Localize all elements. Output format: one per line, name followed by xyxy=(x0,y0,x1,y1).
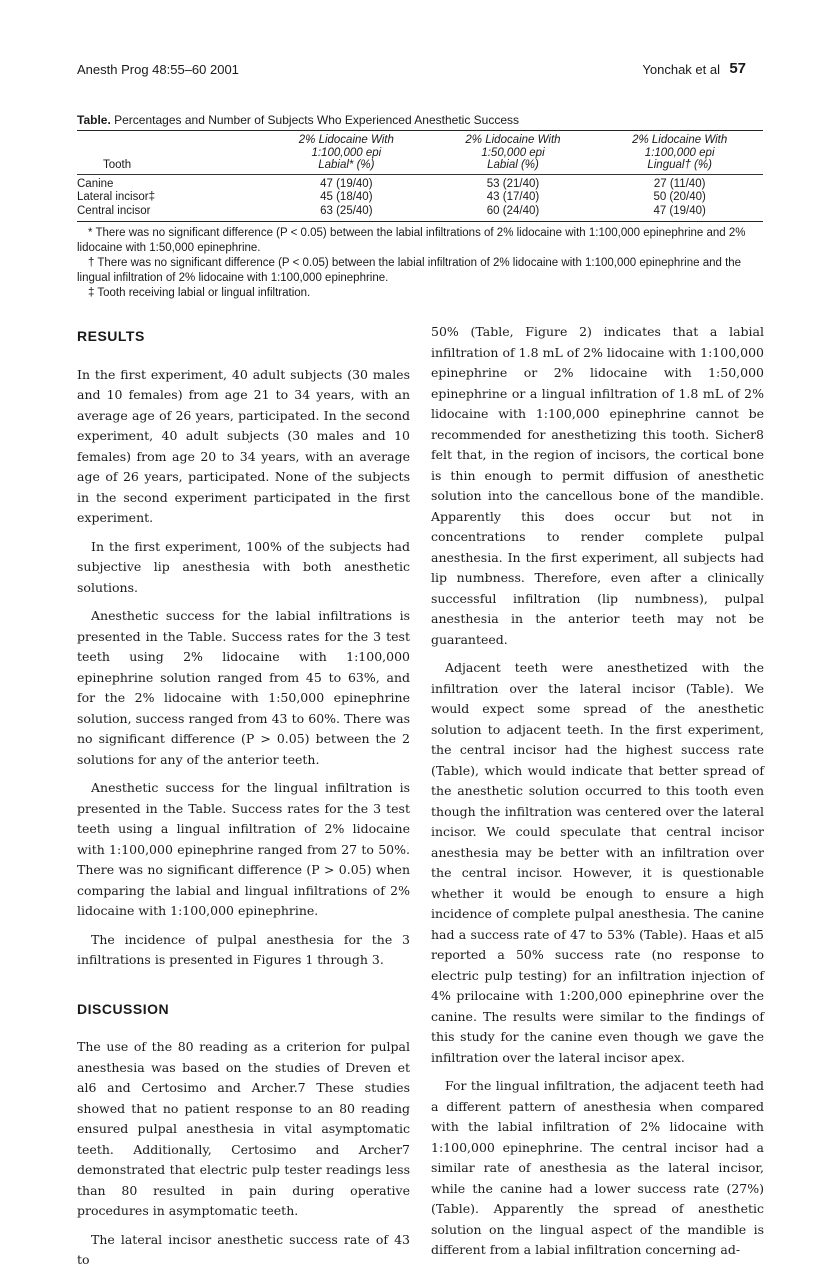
table-footnotes xyxy=(77,226,763,301)
col-header-line: 2% Lidocaine With xyxy=(632,134,728,146)
col-header-labial-100k xyxy=(263,131,430,174)
page-number: 57 xyxy=(729,60,746,77)
cell-value: 43 (17/40) xyxy=(486,191,540,203)
table-caption xyxy=(77,113,763,131)
col-header-line: 1:50,000 epi xyxy=(481,146,545,159)
right-column xyxy=(431,322,764,1261)
running-head: Yonchak et al xyxy=(642,62,720,77)
cell-tooth: Central incisor xyxy=(77,205,263,222)
col-header-line: 1:100,000 epi xyxy=(644,146,715,159)
col-header-line: Labial (%) xyxy=(487,159,539,171)
cell-tooth: Lateral incisor‡ xyxy=(77,191,155,203)
cell-value: 47 (19/40) xyxy=(320,177,373,190)
col-header-line: 1:100,000 epi xyxy=(311,146,382,159)
col-header-line: 2% Lidocaine With xyxy=(298,134,394,146)
results-paragraph: In the first experiment, 100% of the subjects had subjective lip anesthesia with both anesthetic solutions. xyxy=(77,538,410,595)
results-paragraph: Anesthetic success for the labial infiltrations is presented in the Table. Success rates for the 3 test teeth using 2% lidocaine with 1:100,000 epinephrine solution ranged from 45 to 63%, and for the 2% lidocaine with 1:50,000 epinephrine solution, success ranged from 43 to 60%. There was no significant difference (P > 0.05) between the 2 solutions for any of the anterior teeth. xyxy=(77,608,410,767)
cell-value: 45 (18/40) xyxy=(320,191,373,203)
journal-citation: Anesth Prog 48:55–60 2001 xyxy=(77,62,239,77)
table-row xyxy=(77,174,763,191)
results-paragraph: The incidence of pulpal anesthesia for the 3 infiltrations is presented in Figures 1 through 3. xyxy=(77,931,410,967)
success-table xyxy=(77,131,763,222)
discussion-paragraph: For the lingual infiltration, the adjacent teeth had a different pattern of anesthesia when compared with the labial infiltration of 2% lidocaine with 1:100,000 epinephrine. The central incisor had a similar rate of anesthesia as the lateral incisor, while the canine had a lower success rate (27%) (Table). Apparently the spread of anesthetic solution on the lingual aspect of the mandible is different from a labial infiltration concerning ad- xyxy=(431,1078,764,1257)
discussion-heading: DISCUSSION xyxy=(77,1000,170,1017)
results-paragraph: Anesthetic success for the lingual infiltration is presented in the Table. Success rates for the 3 test teeth using a lingual infiltration of 2% lidocaine with 1:100,000 epinephrine ranged from 27 to 50%. There was no significant difference (P > 0.05) when comparing the labial and lingual infiltrations of 2% lidocaine with 1:100,000 epinephrine. xyxy=(77,780,410,918)
cell-value: 47 (19/40) xyxy=(596,205,763,222)
footnote-dagger: † There was no significant difference (P < 0.05) between the labial infiltration of 2% lidocaine with 1:100,000 epinephrine and the lingual infiltration of 2% lidocaine with 1:100,000 epinephrine. xyxy=(77,257,742,284)
discussion-paragraph: The use of the 80 reading as a criterion for pulpal anesthesia was based on the studies of Dreven et al6 and Certosimo and Archer.7 These studies showed that no patient response to an 80 reading ensured pulpal anesthesia in vital asymptomatic teeth. Additionally, Certosimo and Archer7 demonstrated that electric pulp tester readings less than 80 resulted in pain during operative procedures in asymptomatic teeth. xyxy=(77,1039,410,1218)
table-header-row xyxy=(77,131,763,174)
left-column xyxy=(77,322,410,1271)
col-header-line: Lingual† (%) xyxy=(647,159,712,171)
col-header-lingual-100k xyxy=(596,131,763,174)
cell-value: 27 (11/40) xyxy=(653,177,706,190)
results-heading: RESULTS xyxy=(77,328,145,344)
table-caption-label: Table. xyxy=(77,113,111,127)
cell-value: 53 (21/40) xyxy=(486,177,540,190)
footnote-double-dagger: ‡ Tooth receiving labial or lingual infiltration. xyxy=(88,287,311,299)
discussion-paragraph: 50% (Table, Figure 2) indicates that a labial infiltration of 1.8 mL of 2% lidocaine with 1:100,000 epinephrine or 2% lidocaine with 1:50,000 epinephrine or a lingual infiltration of 1.8 mL of 2% lidocaine with 1:100,000 epinephrine cannot be recommended for anesthetizing this tooth. Sicher8 felt that, in the region of incisors, the cortical bone is thin enough to permit diffusion of anesthetic solution into the cancellous bone of the mandible. Apparently this does occur but not in concentrations to render complete pulpal anesthesia. In the first experiment, all subjects had lip numbness. Therefore, even after a clinically successful infiltration (lip numbness), pulpal anesthesia in the anterior teeth may not be guaranteed. xyxy=(431,324,764,647)
table-caption-text: Percentages and Number of Subjects Who Experienced Anesthetic Success xyxy=(110,113,520,127)
page-header xyxy=(77,60,746,82)
table-row xyxy=(77,205,763,222)
col-header-line: Labial* (%) xyxy=(318,159,375,171)
cell-value: 50 (20/40) xyxy=(653,191,706,203)
col-header-line: 2% Lidocaine With xyxy=(465,134,561,146)
col-header-tooth: Tooth xyxy=(77,131,263,174)
cell-value: 63 (25/40) xyxy=(263,205,430,222)
cell-tooth: Canine xyxy=(77,177,114,190)
results-table-block xyxy=(77,113,763,301)
footnote-asterisk: * There was no significant difference (P < 0.05) between the labial infiltrations of 2% lidocaine with 1:100,000 epinephrine and 2% lidocaine with 1:50,000 epinephrine. xyxy=(77,227,746,254)
results-paragraph: In the first experiment, 40 adult subjects (30 males and 10 females) from age 21 to 34 years, with an average age of 26 years, participated. In the second experiment, 40 adult subjects (30 males and 10 females) from age 20 to 34 years, with an average age of 26 years, participated. None of the subjects in the second experiment participated in the first experiment. xyxy=(77,366,410,525)
cell-value: 60 (24/40) xyxy=(430,205,597,222)
discussion-paragraph: Adjacent teeth were anesthetized with the infiltration over the lateral incisor (Table). We would expect some spread of the anesthetic solution to adjacent teeth. In the first experiment, the central incisor had the highest success rate (Table), which would indicate that better spread of the anesthetic solution occurred to this tooth even though the infiltration was centered over the lateral incisor. We could speculate that central incisor anesthesia may be better with an infiltration over the central incisor. However, it is questionable whether it would be enough to ensure a high incidence of complete pulpal anesthesia. The canine had a success rate of 47 to 53% (Table). Haas et al5 reported a 50% success rate (no response to electric pulp testing) for an infiltration injection of 4% prilocaine with 1:200,000 epinephrine over the canine. The results were similar to the findings of this study for the canine even though we gave the infiltration over the lateral incisor apex. xyxy=(431,660,764,1065)
col-header-labial-50k xyxy=(430,131,597,174)
discussion-paragraph: The lateral incisor anesthetic success rate of 43 to xyxy=(77,1231,410,1267)
table-row xyxy=(77,191,763,205)
